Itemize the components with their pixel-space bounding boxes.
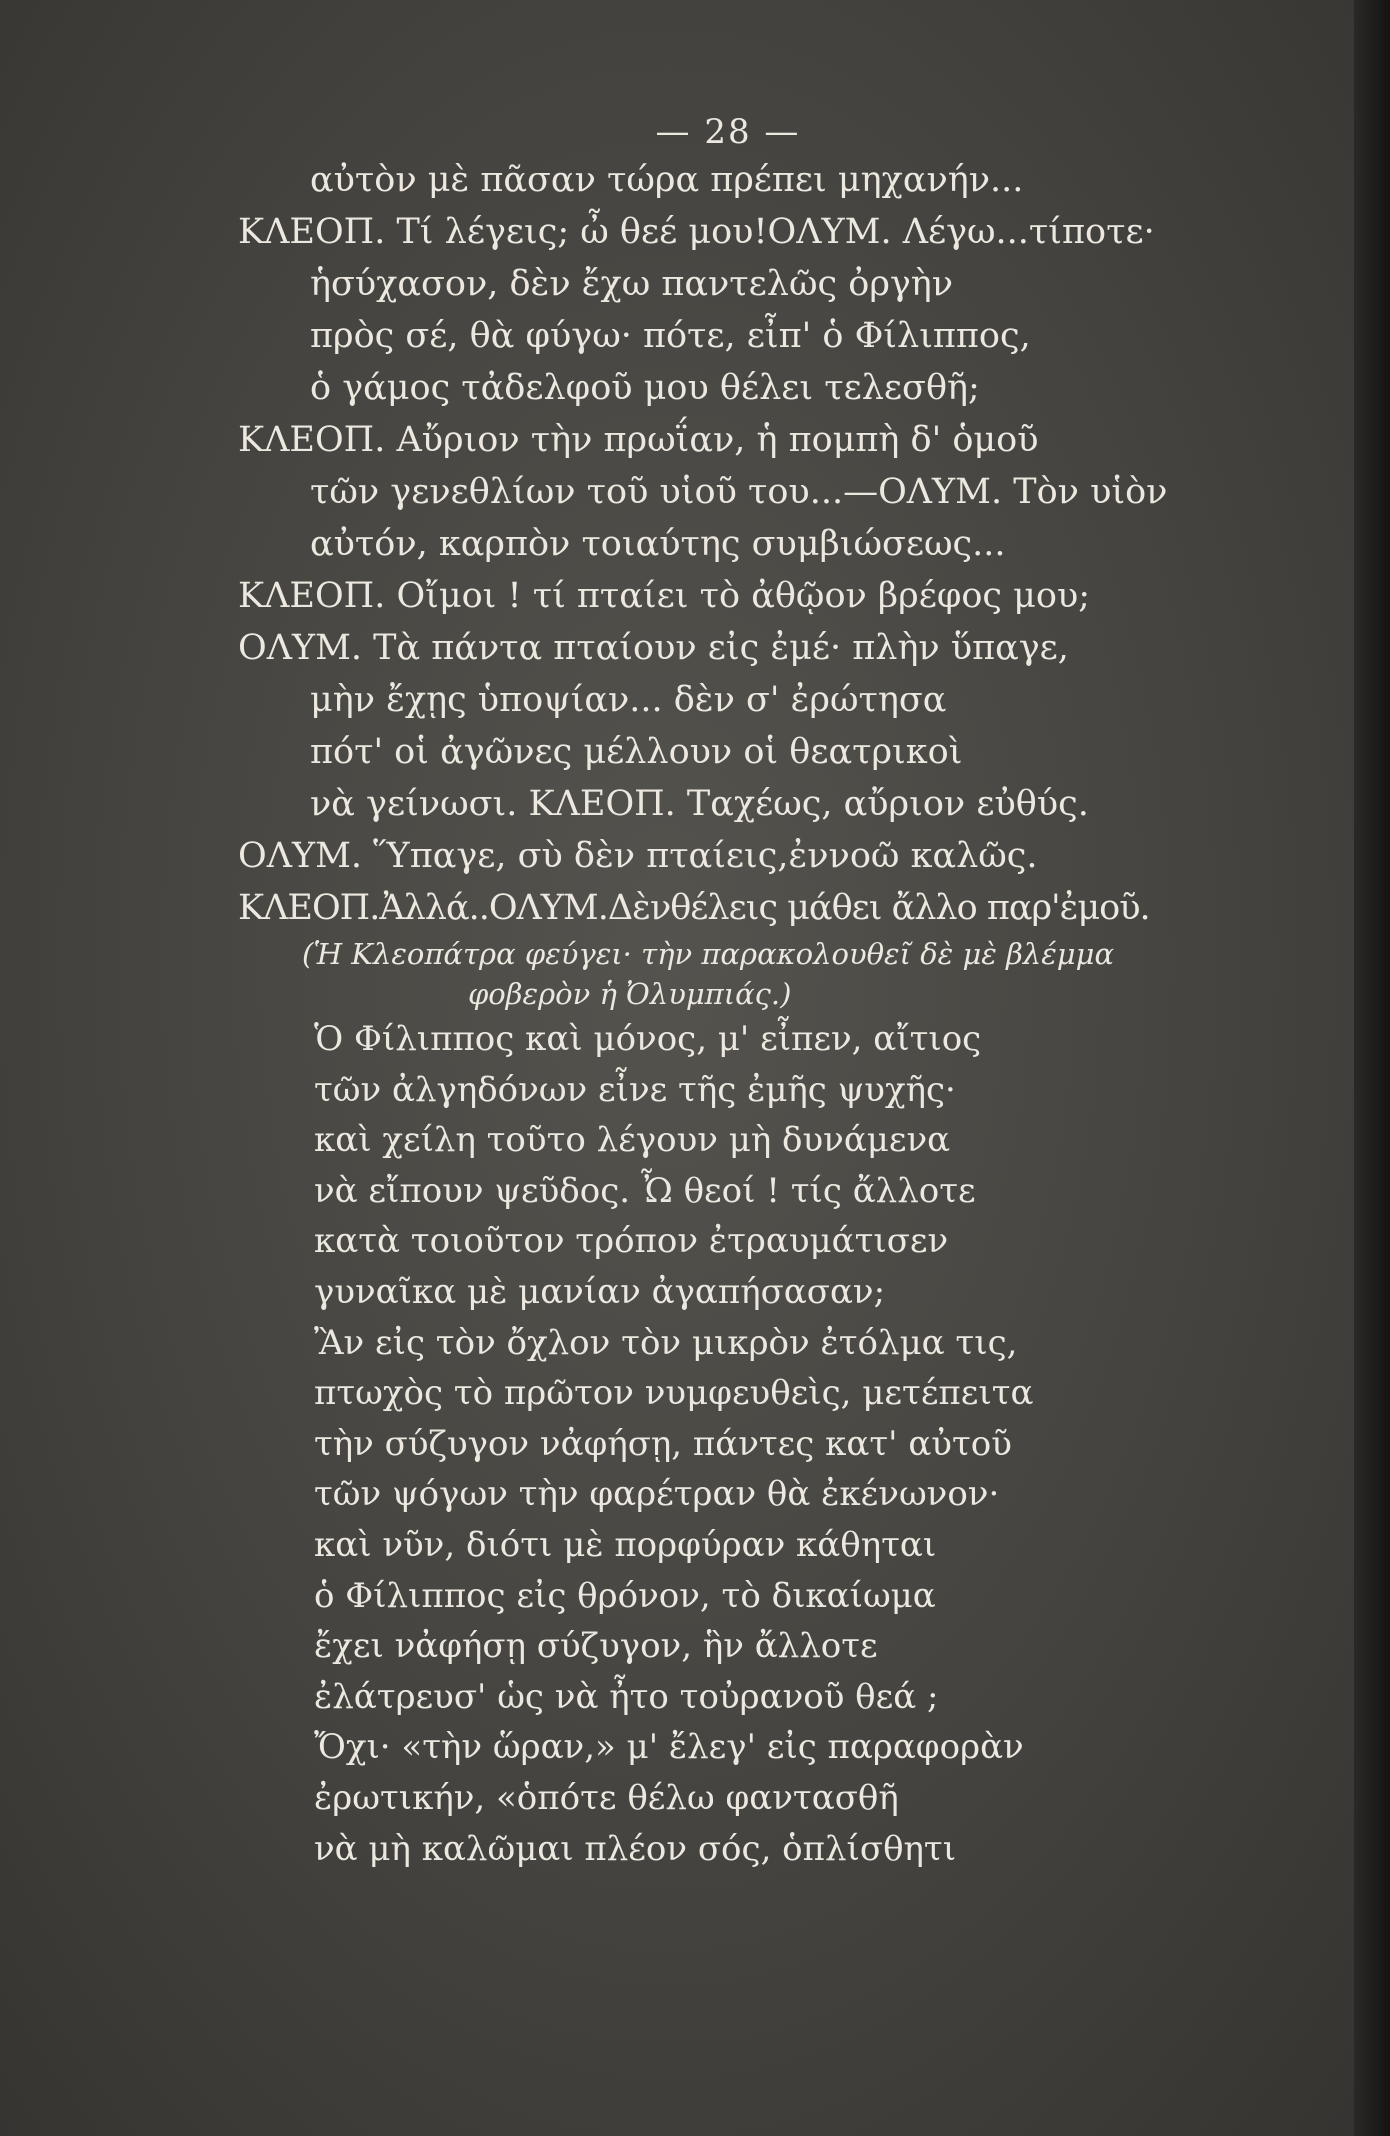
verse-line: τὴν σύζυγον νἀφήσῃ, πάντες κατ' αὐτοῦ <box>314 1423 1012 1464</box>
dialogue-line: αὐτόν, καρπὸν τοιαύτης συμβιώσεως... <box>310 524 1006 564</box>
verse-line: ἐρωτικήν, «ὁπότε θέλω φαντασθῆ <box>314 1777 899 1818</box>
verse-line: τῶν ἀλγηδόνων εἶνε τῆς ἐμῆς ψυχῆς· <box>314 1069 956 1110</box>
verse-line: ὁ Φίλιππος εἰς θρόνον, τὸ δικαίωμα <box>314 1575 936 1616</box>
dialogue-line: πότ' οἱ ἀγῶνες μέλλουν οἱ θεατρικοὶ <box>310 732 963 772</box>
verse-line: καὶ χείλη τοῦτο λέγουν μὴ δυνάμενα <box>314 1120 951 1161</box>
verse-line: Ὄχι· «τὴν ὥραν,» μ' ἔλεγ' εἰς παραφορὰν <box>314 1727 1024 1768</box>
dialogue-line: τῶν γενεθλίων τοῦ υἱοῦ του...—ΟΛΥΜ. Τὸν υἱὸν <box>310 472 1168 512</box>
dialogue-line: μὴν ἔχῃς ὑποψίαν... δὲν σ' ἐρώτησα <box>310 680 947 720</box>
dialogue-line: αὐτὸν μὲ πᾶσαν τώρα πρέπει μηχανήν... <box>310 160 1024 200</box>
verse-line: καὶ νῦν, διότι μὲ πορφύραν κάθηται <box>314 1524 937 1565</box>
verse-line: κατὰ τοιοῦτον τρόπον ἐτραυμάτισεν <box>314 1221 949 1262</box>
verse-line: νὰ μὴ καλῶμαι πλέον σός, ὁπλίσθητι <box>314 1828 957 1869</box>
dialogue-line: ὁ γάμος τἀδελφοῦ μου θέλει τελεσθῆ; <box>310 368 980 408</box>
verse-line: πτωχὸς τὸ πρῶτον νυμφευθεὶς, μετέπειτα <box>314 1373 1034 1414</box>
stage-direction: φοβερὸν ἡ Ὀλυμπιάς.) <box>468 977 792 1011</box>
text-block <box>238 110 1238 1874</box>
dialogue-line: ἡσύχασον, δὲν ἔχω παντελῶς ὀργὴν <box>310 264 954 304</box>
verse-line: ἐλάτρευσ' ὡς νὰ ἦτο τοὐρανοῦ θεά ; <box>314 1676 939 1717</box>
verse-line: Ὁ Φίλιππος καὶ μόνος, μ' εἶπεν, αἴτιος <box>314 1019 982 1059</box>
speaker-line: ΚΛΕΟΠ. Τί λέγεις; ὦ θεέ μου!ΟΛΥΜ. Λέγω...τίποτε· <box>238 212 1155 252</box>
verse-line: τῶν ψόγων τὴν φαρέτραν θὰ ἐκένωνον· <box>314 1474 1000 1515</box>
speaker-line: ΟΛΥΜ. Ὕπαγε, σὺ δὲν πταίεις,ἐννοῶ καλῶς. <box>238 836 1038 876</box>
text-lines <box>238 154 1238 1874</box>
verse-line: ἔχει νἀφήσῃ σύζυγον, ἣν ἄλλοτε <box>314 1626 878 1667</box>
speaker-line: ΚΛΕΟΠ. Οἴμοι ! τί πταίει τὸ ἀθῷον βρέφος μου; <box>238 576 1091 616</box>
verse-line: Ἂν εἰς τὸν ὄχλον τὸν μικρὸν ἐτόλμα τις, <box>314 1322 1018 1363</box>
verse-line: νὰ εἴπουν ψεῦδος. Ὦ θεοί ! τίς ἄλλοτε <box>314 1170 976 1211</box>
page-edge-shadow <box>1354 0 1390 2136</box>
dialogue-line: πρὸς σέ, θὰ φύγω· πότε, εἶπ' ὁ Φίλιππος, <box>310 316 1031 356</box>
page-number: — 28 — <box>655 112 801 152</box>
speaker-line: ΚΛΕΟΠ.Ἀλλά..ΟΛΥΜ.Δὲνθέλεις μάθει ἄλλο παρ'ἐμοῦ. <box>238 888 1150 928</box>
stage-direction: (Ἡ Κλεοπάτρα φεύγει· τὴν παρακολουθεῖ δὲ μὲ βλέμμα <box>302 937 1115 971</box>
dialogue-line: νὰ γείνωσι. ΚΛΕΟΠ. Ταχέως, αὔριον εὐθύς. <box>310 784 1089 824</box>
speaker-line: ΟΛΥΜ. Τὰ πάντα πταίουν εἰς ἐμέ· πλὴν ὕπαγε, <box>238 628 1069 668</box>
verse-line: γυναῖκα μὲ μανίαν ἀγαπήσασαν; <box>314 1271 886 1312</box>
speaker-line: ΚΛΕΟΠ. Αὔριον τὴν πρωΐαν, ἡ πομπὴ δ' ὁμοῦ <box>238 420 1039 460</box>
